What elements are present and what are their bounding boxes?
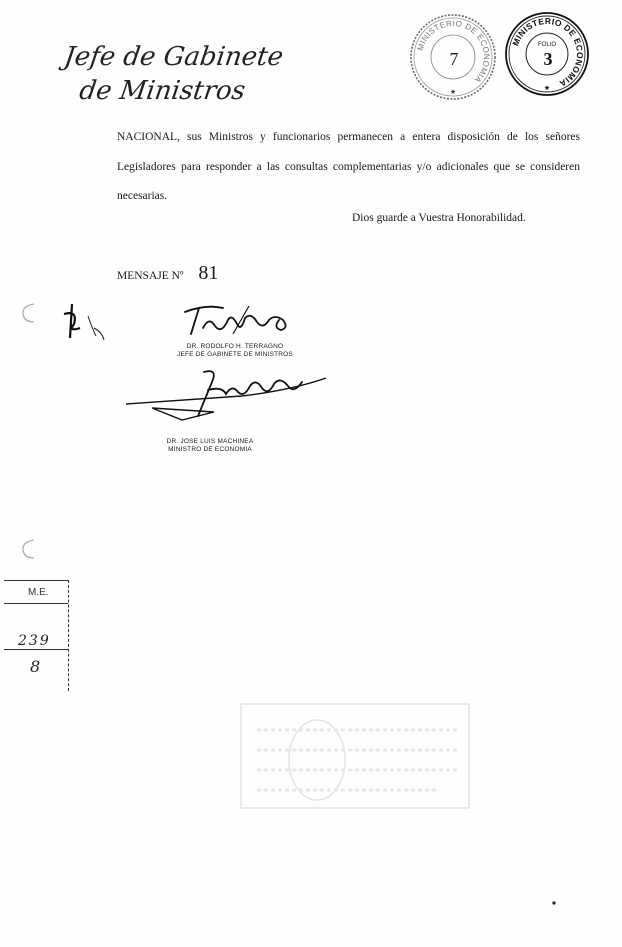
stamp-right-folio-label: FOLIO: [537, 42, 557, 48]
closing-salutation: Dios guarde a Vuestra Honorabilidad.: [352, 212, 526, 224]
margin-box-label: M.E.: [28, 587, 49, 598]
body-paragraph: NACIONAL, sus Ministros y funcionarios permanecen a entera disposición de los señores Legisladores para responder a las consultas complementarias y/o adicionales que se consideren necesarias.: [117, 131, 580, 202]
stamp-right-number: 3: [543, 49, 553, 69]
page-speck: [548, 898, 562, 908]
stamp-left-number: 7: [449, 49, 459, 69]
stamp-left-ring-text: MINISTERIO DE ECONOMIA: [415, 18, 492, 85]
signatory-name: DR. JOSE LUIS MACHINEA: [166, 438, 254, 445]
letterhead: [57, 40, 285, 108]
ministry-stamp-left: [408, 12, 498, 102]
stamp-right-ring-text: MINISTERIO DE ECONOMIA: [510, 15, 586, 89]
faded-stamp-bleedthrough: [237, 700, 472, 812]
signatory-title: MINISTRO DE ECONOMIA: [168, 446, 252, 453]
margin-folio-number: 239: [18, 633, 51, 649]
star-icon: ★: [543, 84, 551, 92]
mensaje-number-line: [117, 262, 218, 285]
punch-hole-mark-lower: [14, 536, 42, 566]
punch-hole-mark-upper: [14, 298, 42, 328]
letterhead-line-1: Jefe de Gabinete: [62, 42, 286, 72]
signatory-title: JEFE DE GABINETE DE MINISTROS: [177, 351, 293, 358]
signature-caption-machinea: [140, 438, 280, 454]
signature-terragno: [175, 298, 300, 342]
letterhead-line-2: de Ministros: [77, 76, 248, 106]
margin-initials: [58, 298, 114, 348]
margin-mark: 8: [30, 657, 41, 676]
ministry-stamp-right: [503, 10, 591, 98]
signature-caption-terragno: [170, 343, 300, 359]
margin-folio-box: [4, 580, 69, 691]
signatory-name: DR. RODOLFO H. TERRAGNO: [186, 343, 284, 350]
mensaje-number: 81: [198, 262, 219, 284]
mensaje-label: MENSAJE Nº: [117, 270, 184, 282]
star-icon: ★: [449, 88, 457, 96]
signature-machinea: [122, 366, 330, 428]
